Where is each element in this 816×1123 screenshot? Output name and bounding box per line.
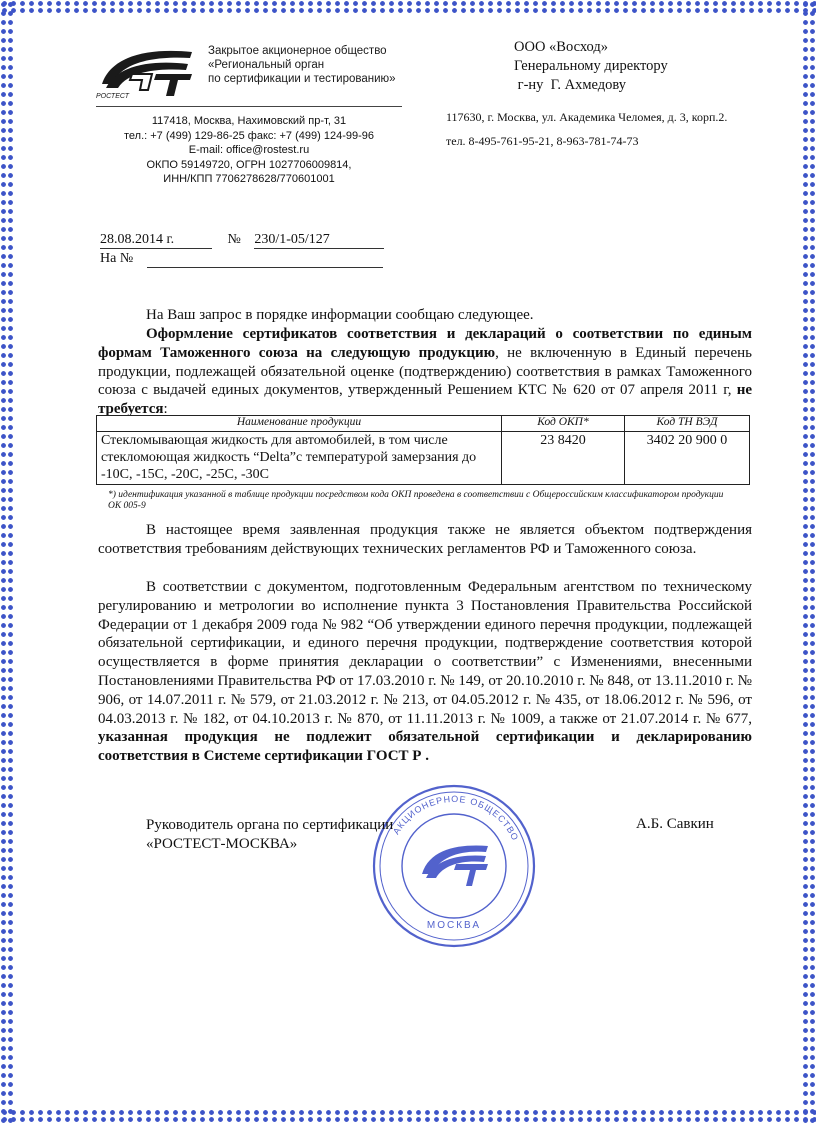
paragraph-tech-regulations: В настоящее время заявленная продукция также не является объектом подтверждения соответствия требованиям действующих технических регламентов РФ и Таможенного союза. <box>98 522 752 557</box>
signatory-name: А.Б. Савкин <box>636 816 714 832</box>
p1-end: не требуется <box>98 382 752 418</box>
recipient-address: 117630, г. Москва, ул. Академика Челомея, д. 3, корп.2. <box>446 110 728 124</box>
signatory-organization: «РОСТЕСТ-МОСКВА» <box>146 836 298 852</box>
seal-city: МОСКВА <box>426 920 482 931</box>
paragraph-customs-union <box>98 325 752 419</box>
incoming-reference <box>100 251 383 268</box>
recipient-name: г-ну Г. Ахмедову <box>514 77 627 93</box>
recipient-block <box>514 38 668 95</box>
outgoing-reference <box>100 232 384 249</box>
recipient-phone: тел. 8-495-761-95-21, 8-963-781-74-73 <box>446 134 639 148</box>
contact-email: E-mail: office@rostest.ru <box>188 144 310 156</box>
dotted-border-left <box>0 0 14 1123</box>
p1-text: , не включенную в Единый перечень продукции, подлежащей обязательной оценке (подтверждению) соответствия в рамках Таможенного союза с выдачей единых документов, утвержденный Решением КТС № 620 от 07 апреля 2011 г, <box>98 344 752 399</box>
contact-address: 117418, Москва, Нахимовский пр-т, 31 <box>151 115 347 127</box>
recipient-company: ООО «Восход» <box>514 39 608 55</box>
recipient-position: Генеральному директору <box>514 58 668 74</box>
org-line: «Региональный орган <box>208 59 325 71</box>
p3-bold: указанная продукция не подлежит обязательной сертификации и декларированию соответствия в Системе сертификации ГОСТ Р . <box>98 729 752 765</box>
contact-inn: ИНН/КПП 7706278628/770601001 <box>163 173 335 185</box>
number-label: № <box>227 232 241 247</box>
incoming-label: На № <box>100 251 134 266</box>
products-table <box>96 415 750 485</box>
header-divider <box>96 106 402 107</box>
org-line: Закрытое акционерное общество <box>208 45 387 57</box>
okp-code-cell: 23 8420 <box>502 432 625 485</box>
dotted-border-top <box>0 0 816 14</box>
p1-colon: : <box>163 401 168 418</box>
table-footnote: *) идентификация указанной в таблице продукции посредством кода ОКП проведена в соответствии с Общероссийским классификатором продукции ОК 005-9 <box>108 490 724 511</box>
issuer-organization <box>208 44 396 86</box>
intro-paragraph: На Ваш запрос в порядке информации сообщаю следующее. <box>146 307 534 323</box>
dotted-border-right <box>802 0 816 1123</box>
table-row <box>97 432 750 485</box>
product-name-cell: Стекломывающая жидкость для автомобилей, в том числе стекломоющая жидкость “Delta”с температурой замерзания до -10С, -15С, -20С, -25С, -30С <box>97 432 502 485</box>
p3-text: В соответствии с документом, подготовленным Федеральным агентством по техническому регулированию и метрологии во исполнение пункта 3 Постановления Правительства Российской Федерации от 1 декабря 2009 года № 982 “Об утверждении единого перечня продукции, подлежащей обязательной сертификации, и единого перечня продукции, подтверждение соответствия которой осуществляется в форме принятия декларации о соответствии” с Изменениями, внесенными Постановлениями Правительства РФ от 17.03.2010 г. № 149, от 20.10.2010 г. № 848, от 13.11.2010 г. № 906, от 14.07.2011 г. № 579, от 21.03.2012 г. № 213, от 04.05.2012 г. № 435, от 18.06.2012 г. № 596, от 04.03.2013 г. № 182, от 04.10.2013 г. № 870, от 11.11.2013 г. № 1009, а также от 21.07.2014 г. № 677, <box>98 579 752 727</box>
organization-seal <box>370 782 538 950</box>
col-header-okp: Код ОКП* <box>502 416 625 432</box>
p1-bold: Оформление сертификатов соответствия и деклараций о соответствии по единым формам Таможенного союза на следующую продукцию <box>98 326 752 361</box>
contact-okpo: ОКПО 59149720, ОГРН 1027706009814, <box>146 158 352 171</box>
contact-phone: тел.: +7 (499) 129-86-25 факс: +7 (499) 124-99-96 <box>124 129 374 142</box>
seal-ring-text: АКЦИОНЕРНОЕ ОБЩЕСТВО <box>391 793 521 843</box>
incoming-number-blank <box>147 251 383 268</box>
col-header-tnved: Код ТН ВЭД <box>625 416 750 432</box>
signatory-position: Руководитель органа по сертификации <box>146 817 394 833</box>
letter-date: 28.08.2014 г. <box>100 232 212 249</box>
signatory-title <box>146 816 393 854</box>
logo-caption: РОСТЕСТ <box>96 93 129 100</box>
table-header-row <box>97 416 750 432</box>
tnved-code-cell: 3402 20 900 0 <box>625 432 750 485</box>
dotted-border-bottom <box>0 1109 816 1123</box>
issuer-contacts <box>96 114 402 187</box>
org-line: по сертификации и тестированию» <box>208 73 396 85</box>
letter-number: 230/1-05/127 <box>254 232 384 249</box>
paragraph-gost-r <box>98 578 752 766</box>
col-header-name: Наименование продукции <box>97 416 502 432</box>
rostest-logo <box>92 44 200 100</box>
